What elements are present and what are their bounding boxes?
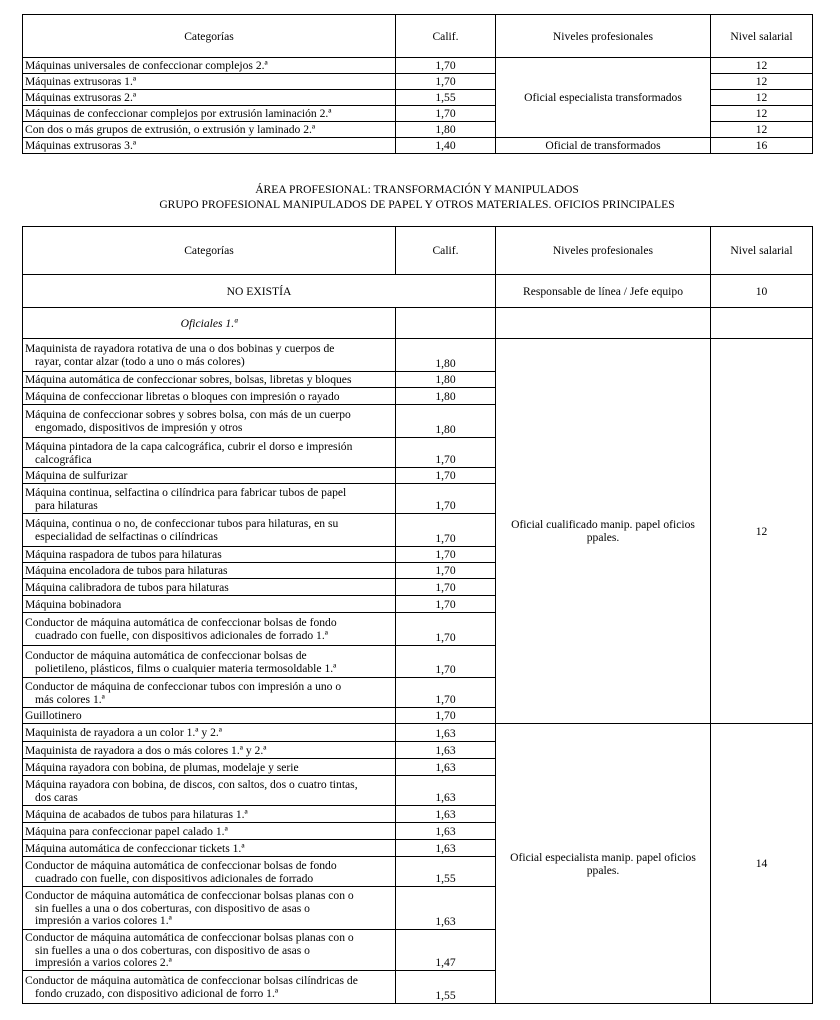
categoria-cell: Máquinas extrusoras 3.ª — [23, 138, 396, 154]
calif-cell: 1,80 — [396, 372, 496, 388]
calif-cell: 1,63 — [396, 887, 496, 930]
calif-cell: 1,70 — [396, 596, 496, 613]
categoria-line: Máquina de acabados de tubos para hilaturas 1.ª — [25, 807, 248, 821]
categoria-line: Conductor de máquina automática de confeccionar bolsas de — [25, 648, 307, 662]
categoria-cell — [23, 823, 396, 840]
categoria-line: para hilaturas — [35, 498, 98, 512]
categoria-cell — [23, 468, 396, 484]
calif-cell: 1,40 — [396, 138, 496, 154]
categoria-line: rayar, contar alzar (todo a uno o más colores) — [35, 355, 245, 368]
table-manipulados — [22, 226, 813, 1004]
oficiales-heading: Oficiales 1.ª — [23, 308, 396, 339]
section-title — [22, 183, 812, 213]
nivel-salarial-cell: 12 — [711, 90, 813, 106]
calif-cell: 1,80 — [396, 339, 496, 372]
categoria-line: polietileno, plásticos, films o cualquier materia termosoldable 1.ª — [35, 661, 337, 675]
categoria-cell — [23, 596, 396, 613]
header-categorias: Categorías — [23, 15, 396, 58]
categoria-line: Máquina pintadora de la capa calcográfica, cubrir el dorso e impresión — [25, 439, 353, 453]
calif-cell: 1,70 — [396, 74, 496, 90]
categoria-line: Máquina continua, selfactina o cilíndrica para fabricar tubos de papel — [25, 485, 347, 499]
table-header-row — [23, 227, 813, 275]
calif-cell: 1,55 — [396, 857, 496, 887]
calif-cell: 1,70 — [396, 646, 496, 678]
categoria-cell — [23, 708, 396, 724]
categoria-line: Conductor de máquina automática de confeccionar bolsas planas con o — [25, 930, 354, 944]
categoria-cell: Máquinas universales de confeccionar complejos 2.ª — [23, 58, 396, 74]
categoria-line: Máquina de confeccionar libretas o bloques con impresión o rayado — [25, 389, 340, 403]
header-niveles: Niveles profesionales — [496, 15, 711, 58]
calif-cell: 1,70 — [396, 678, 496, 708]
categoria-line: dos caras — [35, 790, 78, 804]
empty-cell — [396, 308, 496, 339]
nivel-salarial-cell: 16 — [711, 138, 813, 154]
calif-cell: 1,70 — [396, 106, 496, 122]
table-row — [23, 724, 813, 742]
categoria-line: Máquina bobinadora — [25, 597, 122, 611]
categoria-line: Máquina automática de confeccionar sobres, bolsas, libretas y bloques — [25, 373, 352, 386]
categoria-line: cuadrado con fuelle, con dispositivos adicionales de forrado 1.ª — [35, 629, 328, 642]
calif-cell: 1,55 — [396, 90, 496, 106]
calif-cell: 1,70 — [396, 547, 496, 563]
categoria-cell — [23, 742, 396, 759]
categoria-line: impresión a varios colores 2.ª — [35, 956, 172, 970]
calif-cell: 1,63 — [396, 776, 496, 806]
categoria-cell — [23, 405, 396, 438]
categoria-cell — [23, 971, 396, 1004]
calif-cell: 1,63 — [396, 840, 496, 857]
nivel-salarial-cell: 12 — [711, 122, 813, 138]
categoria-line: cuadrado con fuelle, con dispositivos adicionales de forrado — [35, 871, 314, 885]
categoria-line: Máquina de confeccionar sobres y sobres bolsa, con más de un cuerpo — [25, 408, 351, 422]
categoria-cell — [23, 339, 396, 372]
table-row — [23, 339, 813, 372]
categoria-cell — [23, 388, 396, 405]
categoria-line: fondo cruzado, con dispositivo adicional de forro 1.ª — [35, 987, 279, 1000]
categoria-cell — [23, 484, 396, 514]
categoria-line: Máquina automática de confeccionar tickets 1.ª — [25, 841, 245, 855]
categoria-cell — [23, 930, 396, 971]
table-row — [23, 58, 813, 74]
categoria-cell — [23, 579, 396, 596]
calif-cell: 1,63 — [396, 823, 496, 840]
nivel-profesional-cell: Oficial de transformados — [496, 138, 711, 154]
nivel-profesional-cell — [496, 724, 711, 1004]
calif-cell: 1,80 — [396, 405, 496, 438]
categoria-line: sin fuelles a una o dos coberturas, con dispositivo de asas o — [35, 901, 310, 915]
categoria-line: impresión a varios colores 1.ª — [35, 914, 172, 928]
categoria-line: Conductor de máquina automática de confeccionar bolsas de fondo — [25, 616, 337, 630]
categoria-cell — [23, 514, 396, 547]
calif-cell: 1,55 — [396, 971, 496, 1004]
categoria-line: calcográfica — [35, 452, 92, 466]
categoria-cell — [23, 613, 396, 646]
nivel-salarial-cell: 12 — [711, 74, 813, 90]
categoria-cell: Con dos o más grupos de extrusión, o extrusión y laminado 2.ª — [23, 122, 396, 138]
nivel-profesional-text: Oficial especialista manip. papel oficios ppales. — [510, 850, 696, 877]
categoria-cell — [23, 857, 396, 887]
nivel-profesional-cell — [496, 339, 711, 724]
categoria-cell: Máquinas de confeccionar complejos por extrusión laminación 2.ª — [23, 106, 396, 122]
categoria-line: más colores 1.ª — [35, 692, 105, 706]
categoria-line: Conductor de máquina de confeccionar tubos con impresión a uno o — [25, 679, 342, 693]
categoria-line: Máquina rayadora con bobina, de discos, con saltos, dos o cuatro tintas, — [25, 777, 358, 791]
table-row — [23, 308, 813, 339]
categoria-cell — [23, 840, 396, 857]
categoria-cell: Máquinas extrusoras 1.ª — [23, 74, 396, 90]
categoria-cell — [23, 806, 396, 823]
calif-cell: 1,70 — [396, 484, 496, 514]
calif-cell: 1,80 — [396, 388, 496, 405]
categoria-cell — [23, 759, 396, 776]
calif-cell: 1,63 — [396, 742, 496, 759]
categoria-line: Máquina calibradora de tubos para hilaturas — [25, 580, 229, 594]
categoria-line: Máquina para confeccionar papel calado 1.ª — [25, 824, 228, 838]
nivel-profesional-text: Oficial cualificado manip. papel oficios ppales. — [511, 518, 695, 544]
section-title-group: GRUPO PROFESIONAL MANIPULADOS DE PAPEL Y OTROS MATERIALES. OFICIOS PRINCIPALES — [159, 197, 675, 211]
categoria-cell — [23, 776, 396, 806]
calif-cell: 1,70 — [396, 708, 496, 724]
table-row — [23, 138, 813, 154]
categoria-cell — [23, 646, 396, 678]
categoria-line: Maquinista de rayadora a dos o más colores 1.ª y 2.ª — [25, 743, 267, 757]
header-niveles: Niveles profesionales — [496, 227, 711, 275]
nivel-salarial-cell: 14 — [711, 724, 813, 1004]
nivel-salarial-cell: 12 — [711, 339, 813, 724]
categoria-line: Conductor de máquina automática de confeccionar bolsas de fondo — [25, 858, 337, 872]
categoria-line: Maquinista de rayadora a un color 1.ª y 2.ª — [25, 726, 222, 739]
calif-cell: 1,70 — [396, 563, 496, 579]
calif-cell: 1,70 — [396, 514, 496, 547]
categoria-line: Conductor de máquina automàtica de confeccionar bolsas cilíndricas de — [25, 974, 358, 988]
categoria-cell — [23, 563, 396, 579]
section-title-area: ÁREA PROFESIONAL: TRANSFORMACIÓN Y MANIPULADOS — [255, 183, 579, 196]
categoria-cell — [23, 372, 396, 388]
table-transformados — [22, 14, 813, 154]
header-categorias: Categorías — [23, 227, 396, 275]
categoria-line: Maquinista de rayadora rotativa de una o dos bobinas y cuerpos de — [25, 342, 335, 356]
nivel-salarial-cell: 12 — [711, 106, 813, 122]
categoria-line: sin fuelles a una o dos coberturas, con dispositivo de asas o — [35, 943, 310, 957]
header-nivel-salarial: Nivel salarial — [711, 15, 813, 58]
nivel-salarial-cell: 10 — [711, 275, 813, 308]
calif-cell: 1,70 — [396, 438, 496, 468]
calif-cell: 1,63 — [396, 806, 496, 823]
table-row — [23, 275, 813, 308]
calif-cell: 1,70 — [396, 58, 496, 74]
categoria-cell: Máquinas extrusoras 2.ª — [23, 90, 396, 106]
no-existia-cell: NO EXISTÍA — [23, 275, 496, 308]
categoria-line: Máquina, continua o no, de confeccionar tubos para hilaturas, en su — [25, 517, 339, 531]
empty-cell — [496, 308, 711, 339]
categoria-line: especialidad de selfactinas o cilíndricas — [35, 530, 218, 543]
categoria-line: Guillotinero — [25, 709, 82, 722]
calif-cell: 1,70 — [396, 468, 496, 484]
calif-cell: 1,63 — [396, 759, 496, 776]
categoria-line: Máquina raspadora de tubos para hilaturas — [25, 548, 222, 561]
categoria-cell — [23, 678, 396, 708]
categoria-line: Conductor de máquina automática de confeccionar bolsas planas con o — [25, 888, 354, 902]
nivel-profesional-cell: Responsable de línea / Jefe equipo — [496, 275, 711, 308]
calif-cell: 1,70 — [396, 579, 496, 596]
nivel-salarial-cell: 12 — [711, 58, 813, 74]
header-calif: Calif. — [396, 15, 496, 58]
empty-cell — [711, 308, 813, 339]
header-nivel-salarial: Nivel salarial — [711, 227, 813, 275]
calif-cell: 1,47 — [396, 930, 496, 971]
nivel-profesional-cell: Oficial especialista transformados — [496, 58, 711, 138]
categoria-line: Máquina de sulfurizar — [25, 469, 128, 482]
categoria-cell — [23, 438, 396, 468]
calif-cell: 1,70 — [396, 613, 496, 646]
calif-cell: 1,63 — [396, 724, 496, 742]
categoria-cell — [23, 887, 396, 930]
categoria-line: engomado, dispositivos de impresión y otros — [35, 421, 243, 434]
categoria-line: Máquina encoladora de tubos para hilaturas — [25, 564, 228, 577]
table-header-row — [23, 15, 813, 58]
categoria-cell — [23, 724, 396, 742]
categoria-cell — [23, 547, 396, 563]
header-calif: Calif. — [396, 227, 496, 275]
categoria-line: Máquina rayadora con bobina, de plumas, modelaje y serie — [25, 760, 299, 774]
calif-cell: 1,80 — [396, 122, 496, 138]
